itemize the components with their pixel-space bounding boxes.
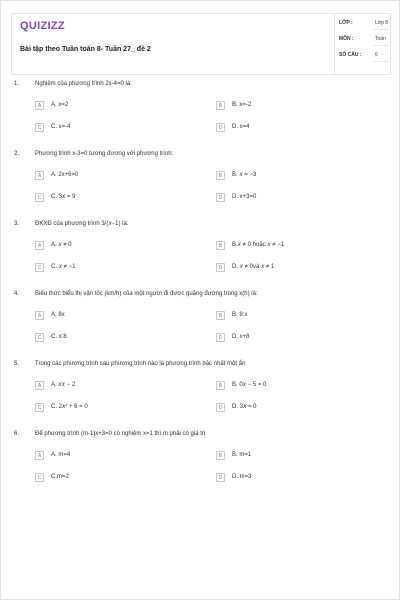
option-text: A. 2x+6=0 [51,172,79,178]
option-text: D. x+3=0 [232,194,257,200]
option-letter-box: A [35,311,44,320]
option-letter-box: B [216,451,225,460]
option-letter-box: B [216,241,225,250]
option-text: A. m=4 [51,452,71,458]
meta-value: 6 [375,52,378,58]
worksheet-meta [334,14,392,76]
option-a[interactable] [35,451,200,462]
option-letter-box: C [35,263,44,272]
question-number: 3. [14,221,20,227]
meta-key: LỚP : [339,20,353,26]
option-text: B.𝑥 ≠ 0 hoặc 𝑥 ≠ −1 [232,242,285,248]
option-b[interactable] [216,311,381,322]
option-text: D. x=4 [232,124,250,130]
question-number: 2. [14,151,20,157]
option-letter-box: A [35,241,44,250]
question-4 [1,291,400,361]
meta-key: SỐ CÂU : [339,52,362,58]
option-d[interactable] [216,473,381,484]
option-text: B. 8:x [232,312,248,318]
option-text: A. x=2 [51,102,69,108]
option-text: A. 𝑥𝑥 − 2 [51,382,76,388]
question-number: 4. [14,291,20,297]
question-text: Nghiệm của phương trình 2x-4=0 là: [35,81,132,87]
option-letter-box: B [216,311,225,320]
option-a[interactable] [35,171,200,182]
option-b[interactable] [216,241,381,252]
option-letter-box: B [216,381,225,390]
option-letter-box: D [216,193,225,202]
option-b[interactable] [216,451,381,462]
option-text: C. x:8 [51,334,67,340]
option-d[interactable] [216,263,381,274]
option-text: B. 0𝑥 − 5 = 0 [232,382,267,388]
meta-key: MÔN : [339,36,354,42]
quizizz-logo: QUIZIZZ [20,20,65,32]
option-c[interactable] [35,473,200,484]
option-letter-box: A [35,101,44,110]
option-letter-box: C [35,473,44,482]
option-c[interactable] [35,123,200,134]
question-6 [1,431,400,501]
option-d[interactable] [216,333,381,344]
meta-row-class [335,16,393,30]
option-text: C. 3𝑥 = 9 [51,194,76,200]
question-text: Trong các phương trình sau phương trình nào là phương trình bậc nhất một ẩn [35,361,246,367]
option-text: C. x=-4 [51,124,71,130]
question-3 [1,221,400,291]
option-letter-box: C [35,123,44,132]
option-text: B. m=1 [232,452,252,458]
question-number: 6. [14,431,20,437]
divider [373,29,391,30]
question-text: Để phương trình (m-1)x+3=0 có nghiệm x=1 thì m phải có giá trị [35,431,206,437]
option-text: D. x+8 [232,334,250,340]
question-2 [1,151,400,221]
option-letter-box: A [35,451,44,460]
question-number: 5. [14,361,20,367]
option-letter-box: B [216,171,225,180]
option-d[interactable] [216,403,381,414]
meta-row-subject [335,32,393,46]
option-letter-box: D [216,403,225,412]
option-text: D. 𝑥 ≠ 0và 𝑥 ≠ 1 [232,264,275,270]
option-c[interactable] [35,263,200,274]
option-d[interactable] [216,193,381,204]
option-letter-box: D [216,473,225,482]
meta-row-count [335,48,393,62]
meta-value: Toán [375,36,386,42]
divider [373,61,391,62]
option-text: C. 𝑥 ≠ −1 [51,264,76,270]
option-text: C.m=2 [51,474,69,480]
option-c[interactable] [35,403,200,414]
option-c[interactable] [35,333,200,344]
option-letter-box: C [35,193,44,202]
option-a[interactable] [35,241,200,252]
option-text: A. 𝑥 ≠ 0 [51,242,72,248]
option-b[interactable] [216,101,381,112]
option-letter-box: B [216,101,225,110]
option-letter-box: A [35,171,44,180]
option-a[interactable] [35,381,200,392]
option-letter-box: D [216,123,225,132]
option-b[interactable] [216,381,381,392]
question-1 [1,81,400,151]
question-text: Phương trình x-3=0 tương đương với phương trình: [35,151,174,157]
option-letter-box: D [216,263,225,272]
meta-value: Lớp 8 [375,20,389,26]
option-text: C. 2𝑥² + 6 = 0 [51,404,88,410]
question-5 [1,361,400,431]
option-letter-box: C [35,403,44,412]
option-text: B. x=-2 [232,102,252,108]
question-number: 1. [14,81,20,87]
worksheet-title: Bài tập theo Tuần toán 8- Tuần 27_ đề 2 [20,46,151,53]
option-text: B. 𝑥 = −3 [232,172,257,178]
option-d[interactable] [216,123,381,134]
option-b[interactable] [216,171,381,182]
question-text: Biểu thức biểu thị vận tốc (km/h) của một người đi được quãng đường trong x(h) là: [35,291,258,297]
option-letter-box: A [35,381,44,390]
option-text: D. m=3 [232,474,252,480]
option-a[interactable] [35,311,200,322]
divider [373,45,391,46]
question-text: ĐKXĐ của phương trình 3/(𝑥−1) là: [35,221,129,227]
option-letter-box: D [216,333,225,342]
option-c[interactable] [35,193,200,204]
option-text: A. 8x [51,312,65,318]
worksheet-header [11,13,391,75]
option-text: D. 3𝑥 = 0 [232,404,257,410]
option-letter-box: C [35,333,44,342]
option-a[interactable] [35,101,200,112]
